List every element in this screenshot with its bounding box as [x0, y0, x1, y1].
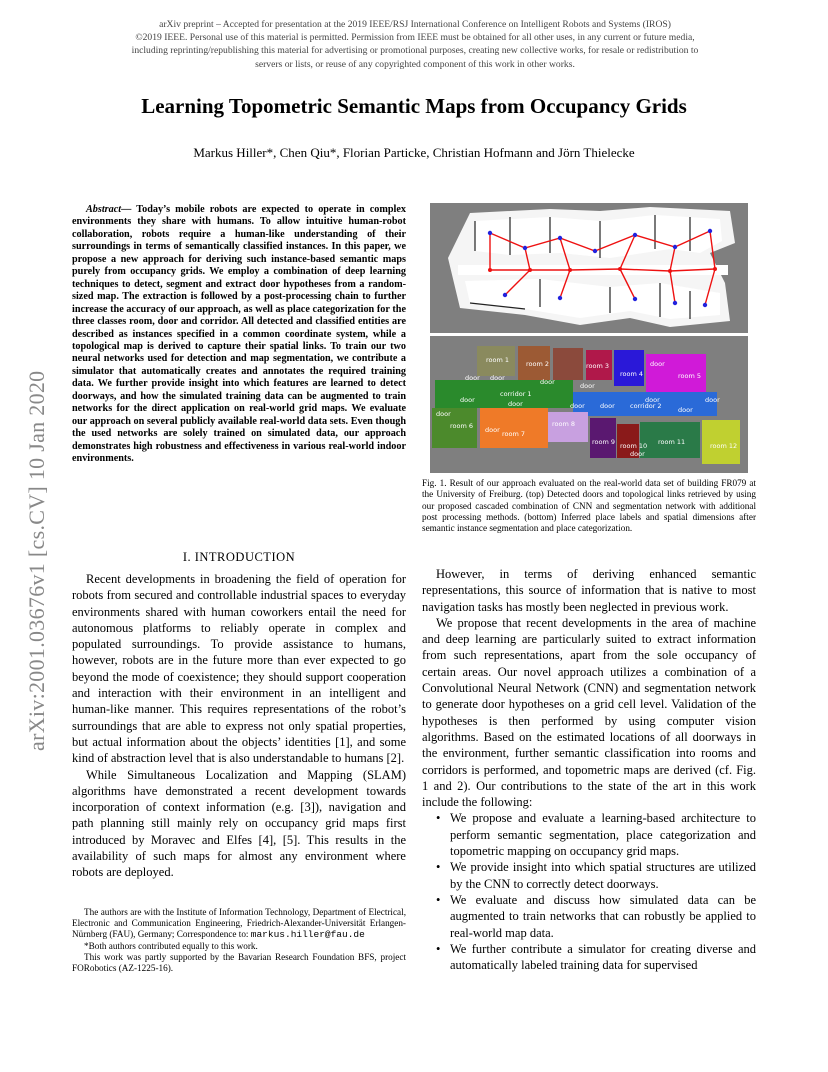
- notice-line-3: including reprinting/republishing this material for advertising or promotional purposes, creating new collective works, for resale or redistribution to: [131, 45, 699, 57]
- paper-title: Learning Topometric Semantic Maps from Occupancy Grids: [141, 94, 687, 118]
- door-label: door: [645, 396, 660, 404]
- right-paragraph-1: However, in terms of deriving enhanced semantic representations, this source of information that is native to most navigation tasks has mostly been neglected in previous work.: [422, 567, 756, 614]
- section-heading-introduction: I. INTRODUCTION: [182, 550, 296, 564]
- figure-label: room 2: [526, 360, 550, 368]
- intro-paragraph-2: While Simultaneous Localization and Mapping (SLAM) algorithms have demonstrated a recent development towards incorporation of context information (e.g. [3]), navigation and path planning still mainly rely on occupancy grid maps first introduced by Moravec and Elfes [4], [5]. This results in the availability of such maps for almost any environment where robots are deployed.: [72, 767, 406, 880]
- figure-label: room 5: [678, 372, 702, 380]
- author-list: Markus Hiller*, Chen Qiu*, Florian Particke, Christian Hofmann and Jörn Thielecke: [193, 145, 635, 160]
- abstract-label: Abstract: [86, 204, 122, 215]
- figure-label: room 12: [710, 442, 738, 450]
- correspondence-email[interactable]: markus.hiller@fau.de: [250, 929, 365, 941]
- figure-1: [430, 203, 748, 473]
- figure-label: room 4: [620, 370, 644, 378]
- door-label: door: [580, 382, 595, 390]
- abstract: [72, 204, 406, 466]
- topological-map-image: [430, 203, 748, 333]
- affiliation-footnote: The authors are with the Institute of Information Technology, Department of Electrical, Electronic and Communication Engineering, Friedrich-Alexander-Universität Erlangen-Nürnberg (FAU), Germany; Correspondence to: markus.hiller@fau.de: [72, 907, 406, 941]
- figure-label: room 10: [620, 442, 648, 450]
- contribution-item-1: • We propose and evaluate a learning-based architecture to perform semantic segmentation, place categorization and topometric mapping on occupancy grid maps.: [450, 810, 756, 859]
- figure-1-caption: Fig. 1. Result of our approach evaluated on the real-world data set of building FR079 at the University of Freiburg. (top) Detected doors and topological links retrieved by using our proposed cascaded combination of CNN and segmentation network with additional post processing methods. (bottom) Inferred place labels and spatial dimensions after semantic instance segmentation and place categorization.: [422, 478, 756, 534]
- door-label: door: [540, 378, 555, 386]
- door-label: door: [705, 396, 720, 404]
- introduction-body: [72, 571, 406, 881]
- place-category-map: [430, 336, 748, 473]
- figure-label: room 7: [502, 430, 526, 438]
- contribution-item-4: • We further contribute a simulator for creating diverse and automatically labeled training data for supervised: [450, 941, 756, 974]
- abstract-text: — Today’s mobile robots are expected to operate in complex environments they share with humans. To allow intuitive human-robot collaboration, robots require a human-like understanding of their surroundings in terms of semantically classified instances. In this paper, we propose a new approach for deriving such instance-based semantic maps purely from occupancy grids. We employ a combination of deep learning techniques to detect, segment and extract door hypotheses from a random-sized map. The extraction is followed by a post-processing chain to further increase the accuracy of our approach, as well as place categorization for the three classes room, door and corridor. All detected and classified entities are described as instances specified in a common coordinate system, while a topological map is derived to capture their spatial links. To train our two neural networks used for detection and map segmentation, we contribute a simulator that automatically creates and annotates the required training data. We further provide insight into which features are learned to detect doorways, and how the simulated training data can be augmented to train networks for the direct application on real-world grid maps. We evaluate our approach on several publicly available real-world data sets. Even though the used networks are solely trained on simulated data, our approach demonstrates high robustness and effectiveness in various real-world indoor environments.: [72, 204, 406, 465]
- door-label: door: [600, 402, 615, 410]
- semantic-segmentation-map: [430, 336, 748, 473]
- door-label: door: [485, 426, 500, 434]
- door-label: door: [570, 402, 585, 410]
- door-label: door: [490, 374, 505, 382]
- intro-paragraph-1: Recent developments in broadening the field of operation for robots from secured and controllable industrial spaces to everyday environments shared with human coworkers entail the need for autonomous platforms to reliably operate in complex and populated surroundings. To provide assistance to humans, however, robots are in the future more than ever expected to go beyond the mode of coexistence; they should support cooperation and interaction with their environment in an intelligent and human-like manner. This requires representations of the robot’s surroundings that are able to express not only spatial properties, but actual information about the objects’ identities [1], and some kind of abstraction level that is also understandable to humans [2].: [72, 572, 406, 766]
- funding-footnote: This work was partly supported by the Bavarian Research Foundation BFS, project FORobotics (AZ-1225-16).: [72, 951, 406, 974]
- door-label: door: [508, 400, 523, 408]
- figure-label: door: [650, 360, 665, 368]
- footnotes: [72, 907, 406, 974]
- figure-label: room 3: [586, 362, 610, 370]
- figure-label: room 8: [552, 420, 576, 428]
- figure-label: room 9: [592, 438, 616, 446]
- door-label: door: [630, 450, 645, 458]
- contribution-item-3: • We evaluate and discuss how simulated data can be augmented to train networks that can robustly be applied to real-world map data.: [450, 892, 756, 941]
- right-column-body: [422, 566, 756, 973]
- door-label: door: [460, 396, 475, 404]
- door-label: door: [465, 374, 480, 382]
- door-label: door: [436, 410, 451, 418]
- arxiv-identifier: arXiv:2001.03676v1 [cs.CV] 10 Jan 2020: [24, 370, 49, 751]
- contribution-item-2: • We provide insight into which spatial structures are utilized by the CNN to correctly detect doorways.: [450, 859, 756, 892]
- equal-contribution-footnote: *Both authors contributed equally to this work.: [84, 940, 258, 951]
- contribution-list: [422, 810, 756, 973]
- figure-label: room 6: [450, 422, 474, 430]
- notice-line-1: arXiv preprint – Accepted for presentation at the 2019 IEEE/RSJ International Conference on Intelligent Robots and Systems (IROS): [159, 19, 671, 30]
- right-paragraph-2: We propose that recent developments in the area of machine and deep learning are particularly suited to extract information from such representations, apart from the sole occupancy of certain areas. Our novel approach utilizes a combination of a Convolutional Neural Network (CNN) and segmentation network to generate door hypotheses on a grid cell level. Validation of the hypotheses is then performed by using computer vision algorithms. Based on the estimated locations of all doorways in the environment, further semantic classification into rooms and corridors is performed, and topometric maps are derived (cf. Fig. 1 and 2). Our contributions to the state of the art in this work include the following:: [422, 615, 756, 810]
- figure-label: room 1: [486, 356, 510, 364]
- figure-label: corridor 2: [630, 402, 662, 410]
- door-label: door: [678, 406, 693, 414]
- figure-label: room 11: [658, 438, 686, 446]
- notice-line-2: ©2019 IEEE. Personal use of this material is permitted. Permission from IEEE must be obtained for all other uses, in any current or future media,: [135, 32, 695, 44]
- occupancy-grid-topology: [430, 203, 748, 333]
- copyright-notice: [70, 18, 760, 71]
- figure-label: corridor 1: [500, 390, 532, 398]
- notice-line-4: servers or lists, or reuse of any copyrighted component of this work in other works.: [255, 58, 575, 70]
